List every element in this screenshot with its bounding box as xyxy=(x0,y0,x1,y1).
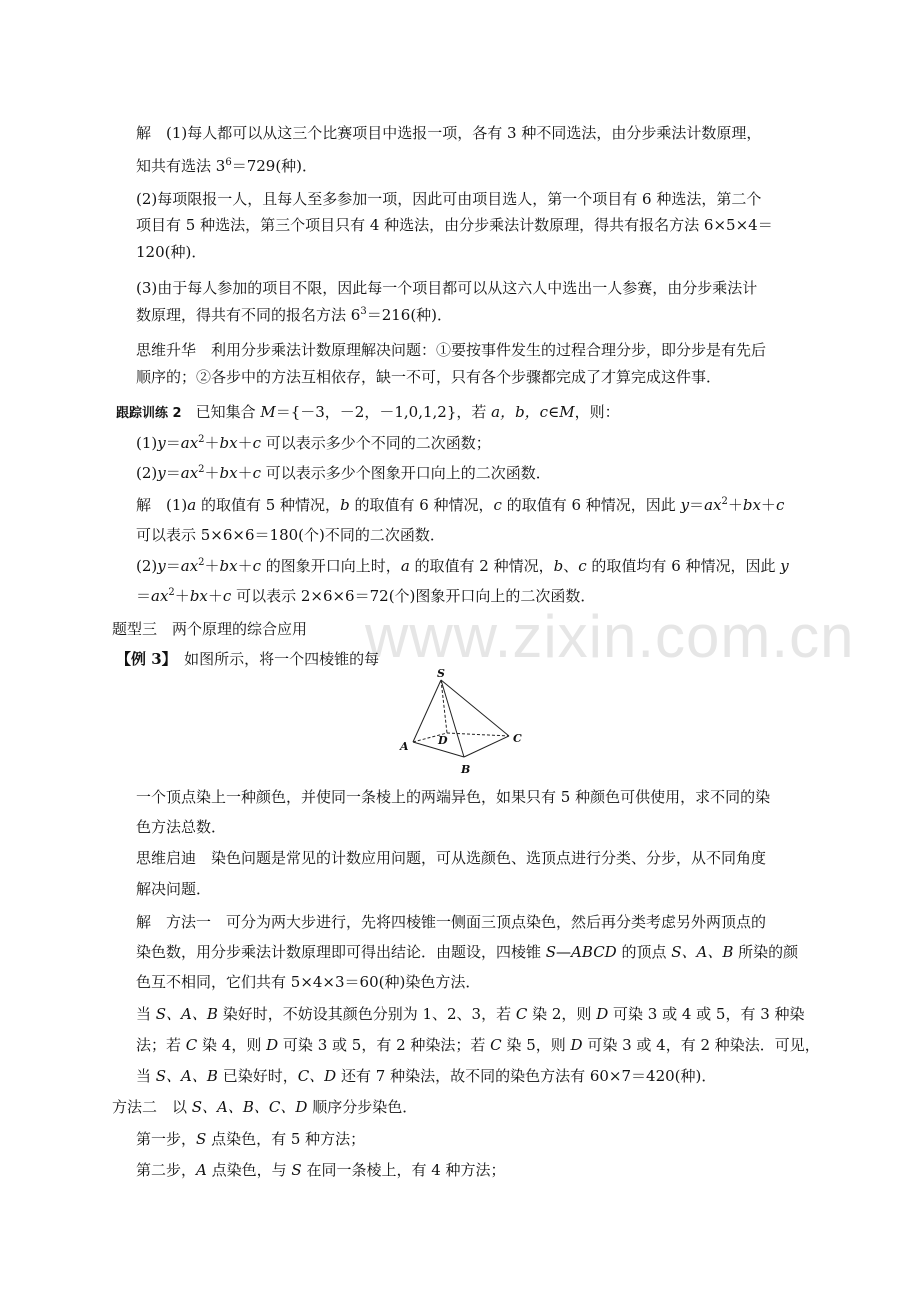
method1-line-3: 色互不相同，它们共有 5×4×3＝60(种)染色方法． xyxy=(136,973,481,991)
method2-line-1: 方法二 以 S、A、B、C、D 顺序分步染色． xyxy=(112,1098,418,1116)
vertex-label-s: S xyxy=(437,667,445,680)
vertex-label-c: C xyxy=(513,732,522,745)
exercise-q2: $(2)y=ax^2+bx+c$ 可以表示多少个图象开口向上的二次函数． xyxy=(136,464,551,482)
solution-line-4: 项目有 5 种选法，第三个项目只有 4 种选法，由分步乘法计数原理，得共有报名方法 6×5×4＝ xyxy=(136,216,773,234)
edge-sa xyxy=(413,680,441,742)
edge-bc xyxy=(464,736,509,757)
method1-line-4: 当 S、A、B 染好时，不妨设其颜色分别为 1、2、3，若 C 染 2，则 D 可染 3 或 4 或 5，有 3 种染 xyxy=(136,1005,805,1023)
solution-line-2: 知共有选法 $3^6=729$(种)． xyxy=(136,157,318,175)
example-3-line-2: 色方法总数． xyxy=(136,818,227,836)
exercise-heading: 跟踪训练 2 已知集合 M＝{－3，－2，－1,0,1,2}，若 a，b，c∈M，则： xyxy=(116,403,620,421)
edge-sc xyxy=(441,680,509,736)
exercise-solution-3: $(2)y=ax^2+bx+c$ 的图象开口向上时，a 的取值有 2 种情况，b、c 的取值均有 6 种情况，因此 y xyxy=(136,557,789,575)
vertex-label-b: B xyxy=(461,763,471,776)
method2-step-2: 第二步，A 点染色，与 S 在同一条棱上，有 4 种方法； xyxy=(136,1161,506,1179)
method1-line-2: 染色数，用分步乘法计数原理即可得出结论．由题设，四棱锥 S—ABCD 的顶点 S、A、B 所染的颜 xyxy=(136,943,799,961)
insight-line-1: 思维升华 利用分步乘法计数原理解决问题：①要按事件发生的过程合理分步，即分步是有先后 xyxy=(136,341,767,359)
example-3-intro: 【例 3】 如图所示，将一个四棱锥的每 xyxy=(116,650,380,668)
hint-line-1: 思维启迪 染色问题是常见的计数应用问题，可从选颜色、选顶点进行分类、分步，从不同角度 xyxy=(136,849,767,867)
exercise-solution-1: 解 (1)a 的取值有 5 种情况，b 的取值有 6 种情况，c 的取值有 6 种情况，因此 $y=ax^2+bx+c$ xyxy=(136,496,785,514)
section-heading: 题型三 两个原理的综合应用 xyxy=(112,620,308,638)
vertex-label-d: D xyxy=(438,734,448,747)
solution-line-5: 120(种)． xyxy=(136,243,207,261)
edge-sd xyxy=(441,680,447,733)
solution-line-6: (3)由于每人参加的项目不限，因此每一个项目都可以从这六人中选出一人参赛，由分步乘法计 xyxy=(136,279,758,297)
exercise-solution-2: 可以表示 5×6×6＝180(个)不同的二次函数． xyxy=(136,526,445,544)
exercise-solution-4: $=ax^2+bx+c$ 可以表示 2×6×6＝72(个)图象开口向上的二次函数． xyxy=(136,587,596,605)
exercise-tag: 跟踪训练 2 xyxy=(116,406,182,421)
hint-line-2: 解决问题． xyxy=(136,880,212,898)
method1-line-1: 解 方法一 可分为两大步进行，先将四棱锥一侧面三顶点染色，然后再分类考虑另外两顶点的 xyxy=(136,913,767,931)
watermark: www.zixin.com.cn xyxy=(365,603,855,670)
solution-line-3: (2)每项限报一人，且每人至多参加一项，因此可由项目选人，第一个项目有 6 种选法，第二个 xyxy=(136,190,762,208)
method2-step-1: 第一步，S 点染色，有 5 种方法； xyxy=(136,1130,366,1148)
exercise-q1: $(1)y=ax^2+bx+c$ 可以表示多少个不同的二次函数； xyxy=(136,434,491,452)
solution-line-1: 解 (1)每人都可以从这三个比赛项目中选报一项，各有 3 种不同选法，由分步乘法计数原理， xyxy=(136,124,762,142)
example-label: 【例 3】 xyxy=(116,650,170,668)
solution-line-7: 数原理，得共有不同的报名方法 $6^3=216$(种)． xyxy=(136,306,453,324)
method1-line-5: 法；若 C 染 4，则 D 可染 3 或 5，有 2 种染法；若 C 染 5，则 D 可染 3 或 4，有 2 种染法．可见， xyxy=(136,1036,820,1054)
insight-line-2: 顺序的；②各步中的方法互相依存，缺一不可，只有各个步骤都完成了才算完成这件事． xyxy=(136,368,722,386)
vertex-label-a: A xyxy=(400,740,409,753)
pyramid-figure xyxy=(395,662,535,778)
example-3-line-1: 一个顶点染上一种颜色，并使同一条棱上的两端异色，如果只有 5 种颜色可供使用，求不同的染 xyxy=(136,788,771,806)
method1-line-6: 当 S、A、B 已染好时，C、D 还有 7 种染法，故不同的染色方法有 60×7＝420(种)． xyxy=(136,1067,717,1085)
edge-dc xyxy=(447,733,509,736)
